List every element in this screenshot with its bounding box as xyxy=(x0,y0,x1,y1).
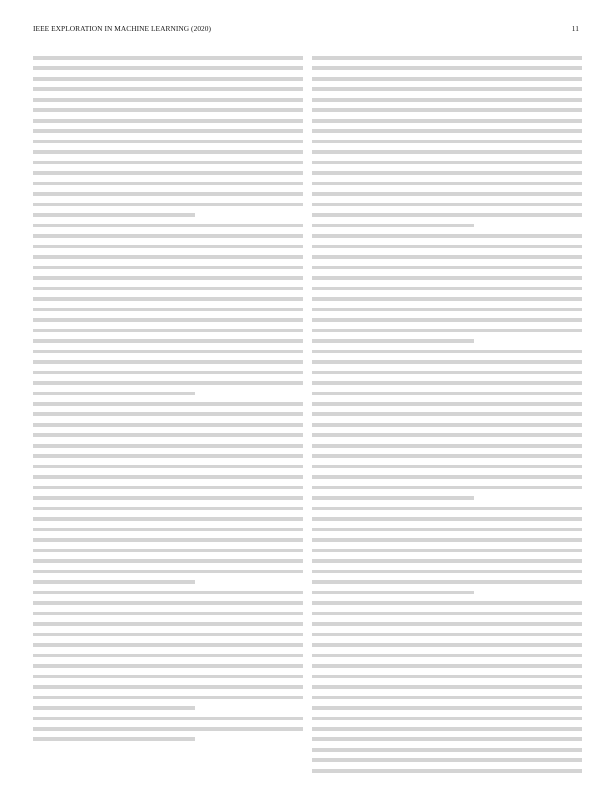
text-line xyxy=(312,182,582,186)
text-line xyxy=(312,496,474,500)
text-line xyxy=(33,171,303,175)
right-column xyxy=(312,56,582,778)
text-line xyxy=(312,475,582,479)
text-line xyxy=(312,528,582,532)
text-line xyxy=(33,66,303,70)
text-line xyxy=(33,622,303,626)
text-line xyxy=(33,182,303,186)
text-line xyxy=(33,580,195,584)
text-line xyxy=(312,119,582,123)
paragraph xyxy=(312,601,582,778)
text-line xyxy=(33,454,303,458)
text-line xyxy=(33,549,303,553)
text-line xyxy=(33,150,303,154)
text-line xyxy=(312,297,582,301)
text-line xyxy=(312,318,582,322)
text-line xyxy=(33,318,303,322)
text-line xyxy=(312,108,582,112)
text-line xyxy=(33,224,303,228)
text-line xyxy=(312,517,582,521)
text-line xyxy=(33,423,303,427)
text-line xyxy=(33,87,303,91)
text-line xyxy=(312,465,582,469)
text-line xyxy=(33,633,303,637)
text-line xyxy=(312,276,582,280)
text-line xyxy=(33,297,303,301)
text-line xyxy=(33,98,303,102)
text-line xyxy=(312,769,582,773)
text-line xyxy=(33,717,303,721)
text-line xyxy=(33,570,303,574)
text-line xyxy=(312,392,582,396)
text-line xyxy=(33,612,303,616)
text-line xyxy=(33,727,303,731)
text-line xyxy=(33,664,303,668)
text-line xyxy=(33,234,303,238)
text-line xyxy=(33,56,303,60)
paragraph xyxy=(33,402,303,584)
paragraph xyxy=(312,56,582,227)
text-line xyxy=(33,266,303,270)
text-line xyxy=(33,654,303,658)
text-line xyxy=(312,454,582,458)
text-line xyxy=(33,433,303,437)
text-line xyxy=(312,612,582,616)
text-line xyxy=(312,664,582,668)
text-line xyxy=(33,392,195,396)
text-line xyxy=(33,517,303,521)
text-line xyxy=(33,559,303,563)
paragraph xyxy=(33,224,303,395)
text-line xyxy=(33,350,303,354)
text-line xyxy=(312,685,582,689)
text-line xyxy=(312,706,582,710)
text-line xyxy=(312,224,474,228)
text-line xyxy=(33,402,303,406)
text-line xyxy=(312,245,582,249)
text-line xyxy=(33,203,303,207)
text-line xyxy=(33,412,303,416)
text-line xyxy=(312,329,582,333)
text-line xyxy=(312,161,582,165)
text-line xyxy=(33,371,303,375)
page-number: 11 xyxy=(571,24,579,33)
paragraph xyxy=(312,350,582,500)
text-line xyxy=(312,412,582,416)
text-line xyxy=(312,98,582,102)
text-line xyxy=(312,287,582,291)
text-line xyxy=(33,507,303,511)
text-line xyxy=(312,423,582,427)
text-line xyxy=(312,339,474,343)
text-line xyxy=(312,643,582,647)
text-line xyxy=(312,633,582,637)
text-line xyxy=(312,77,582,81)
text-line xyxy=(33,119,303,123)
text-line xyxy=(312,559,582,563)
text-line xyxy=(33,108,303,112)
text-line xyxy=(312,601,582,605)
text-line xyxy=(312,486,582,490)
text-line xyxy=(33,475,303,479)
paragraph xyxy=(33,717,303,742)
running-head xyxy=(33,24,579,36)
text-line xyxy=(33,192,303,196)
text-line xyxy=(312,56,582,60)
text-line xyxy=(33,538,303,542)
text-line xyxy=(33,245,303,249)
text-line xyxy=(312,192,582,196)
text-line xyxy=(312,622,582,626)
text-line xyxy=(33,496,303,500)
text-line xyxy=(312,213,582,217)
text-line xyxy=(312,654,582,658)
text-line xyxy=(312,87,582,91)
text-line xyxy=(312,675,582,679)
text-line xyxy=(312,748,582,752)
text-line xyxy=(312,203,582,207)
text-line xyxy=(312,696,582,700)
text-line xyxy=(33,737,195,741)
text-line xyxy=(312,538,582,542)
paragraph xyxy=(33,591,303,710)
text-line xyxy=(33,465,303,469)
text-line xyxy=(312,433,582,437)
text-line xyxy=(312,549,582,553)
text-line xyxy=(312,66,582,70)
text-line xyxy=(312,150,582,154)
text-line xyxy=(312,737,582,741)
paragraph xyxy=(312,234,582,342)
text-line xyxy=(33,381,303,385)
text-line xyxy=(33,129,303,133)
text-line xyxy=(33,329,303,333)
text-line xyxy=(312,444,582,448)
text-line xyxy=(312,371,582,375)
text-line xyxy=(312,171,582,175)
text-line xyxy=(312,758,582,762)
text-line xyxy=(312,350,582,354)
text-line xyxy=(33,444,303,448)
text-line xyxy=(312,570,582,574)
text-line xyxy=(33,591,303,595)
text-line xyxy=(33,675,303,679)
text-line xyxy=(33,643,303,647)
text-line xyxy=(33,276,303,280)
text-line xyxy=(312,727,582,731)
text-line xyxy=(312,402,582,406)
text-line xyxy=(33,213,195,217)
text-line xyxy=(33,140,303,144)
text-line xyxy=(33,486,303,490)
text-line xyxy=(33,308,303,312)
left-column xyxy=(33,56,303,778)
paragraph xyxy=(312,507,582,594)
text-line xyxy=(33,360,303,364)
text-line xyxy=(33,685,303,689)
text-line xyxy=(312,360,582,364)
text-line xyxy=(33,528,303,532)
text-line xyxy=(312,308,582,312)
text-line xyxy=(312,381,582,385)
text-line xyxy=(312,234,582,238)
text-line xyxy=(312,507,582,511)
text-line xyxy=(33,601,303,605)
text-line xyxy=(312,129,582,133)
text-line xyxy=(33,696,303,700)
text-line xyxy=(33,339,303,343)
paragraph xyxy=(33,56,303,217)
text-line xyxy=(312,580,582,584)
text-line xyxy=(33,255,303,259)
text-line xyxy=(312,591,474,595)
journal-header: IEEE EXPLORATION IN MACHINE LEARNING (2020) xyxy=(33,24,212,33)
text-line xyxy=(33,161,303,165)
text-line xyxy=(33,706,195,710)
text-line xyxy=(312,717,582,721)
text-line xyxy=(312,255,582,259)
text-line xyxy=(312,266,582,270)
text-line xyxy=(33,287,303,291)
text-line xyxy=(33,77,303,81)
text-line xyxy=(312,140,582,144)
